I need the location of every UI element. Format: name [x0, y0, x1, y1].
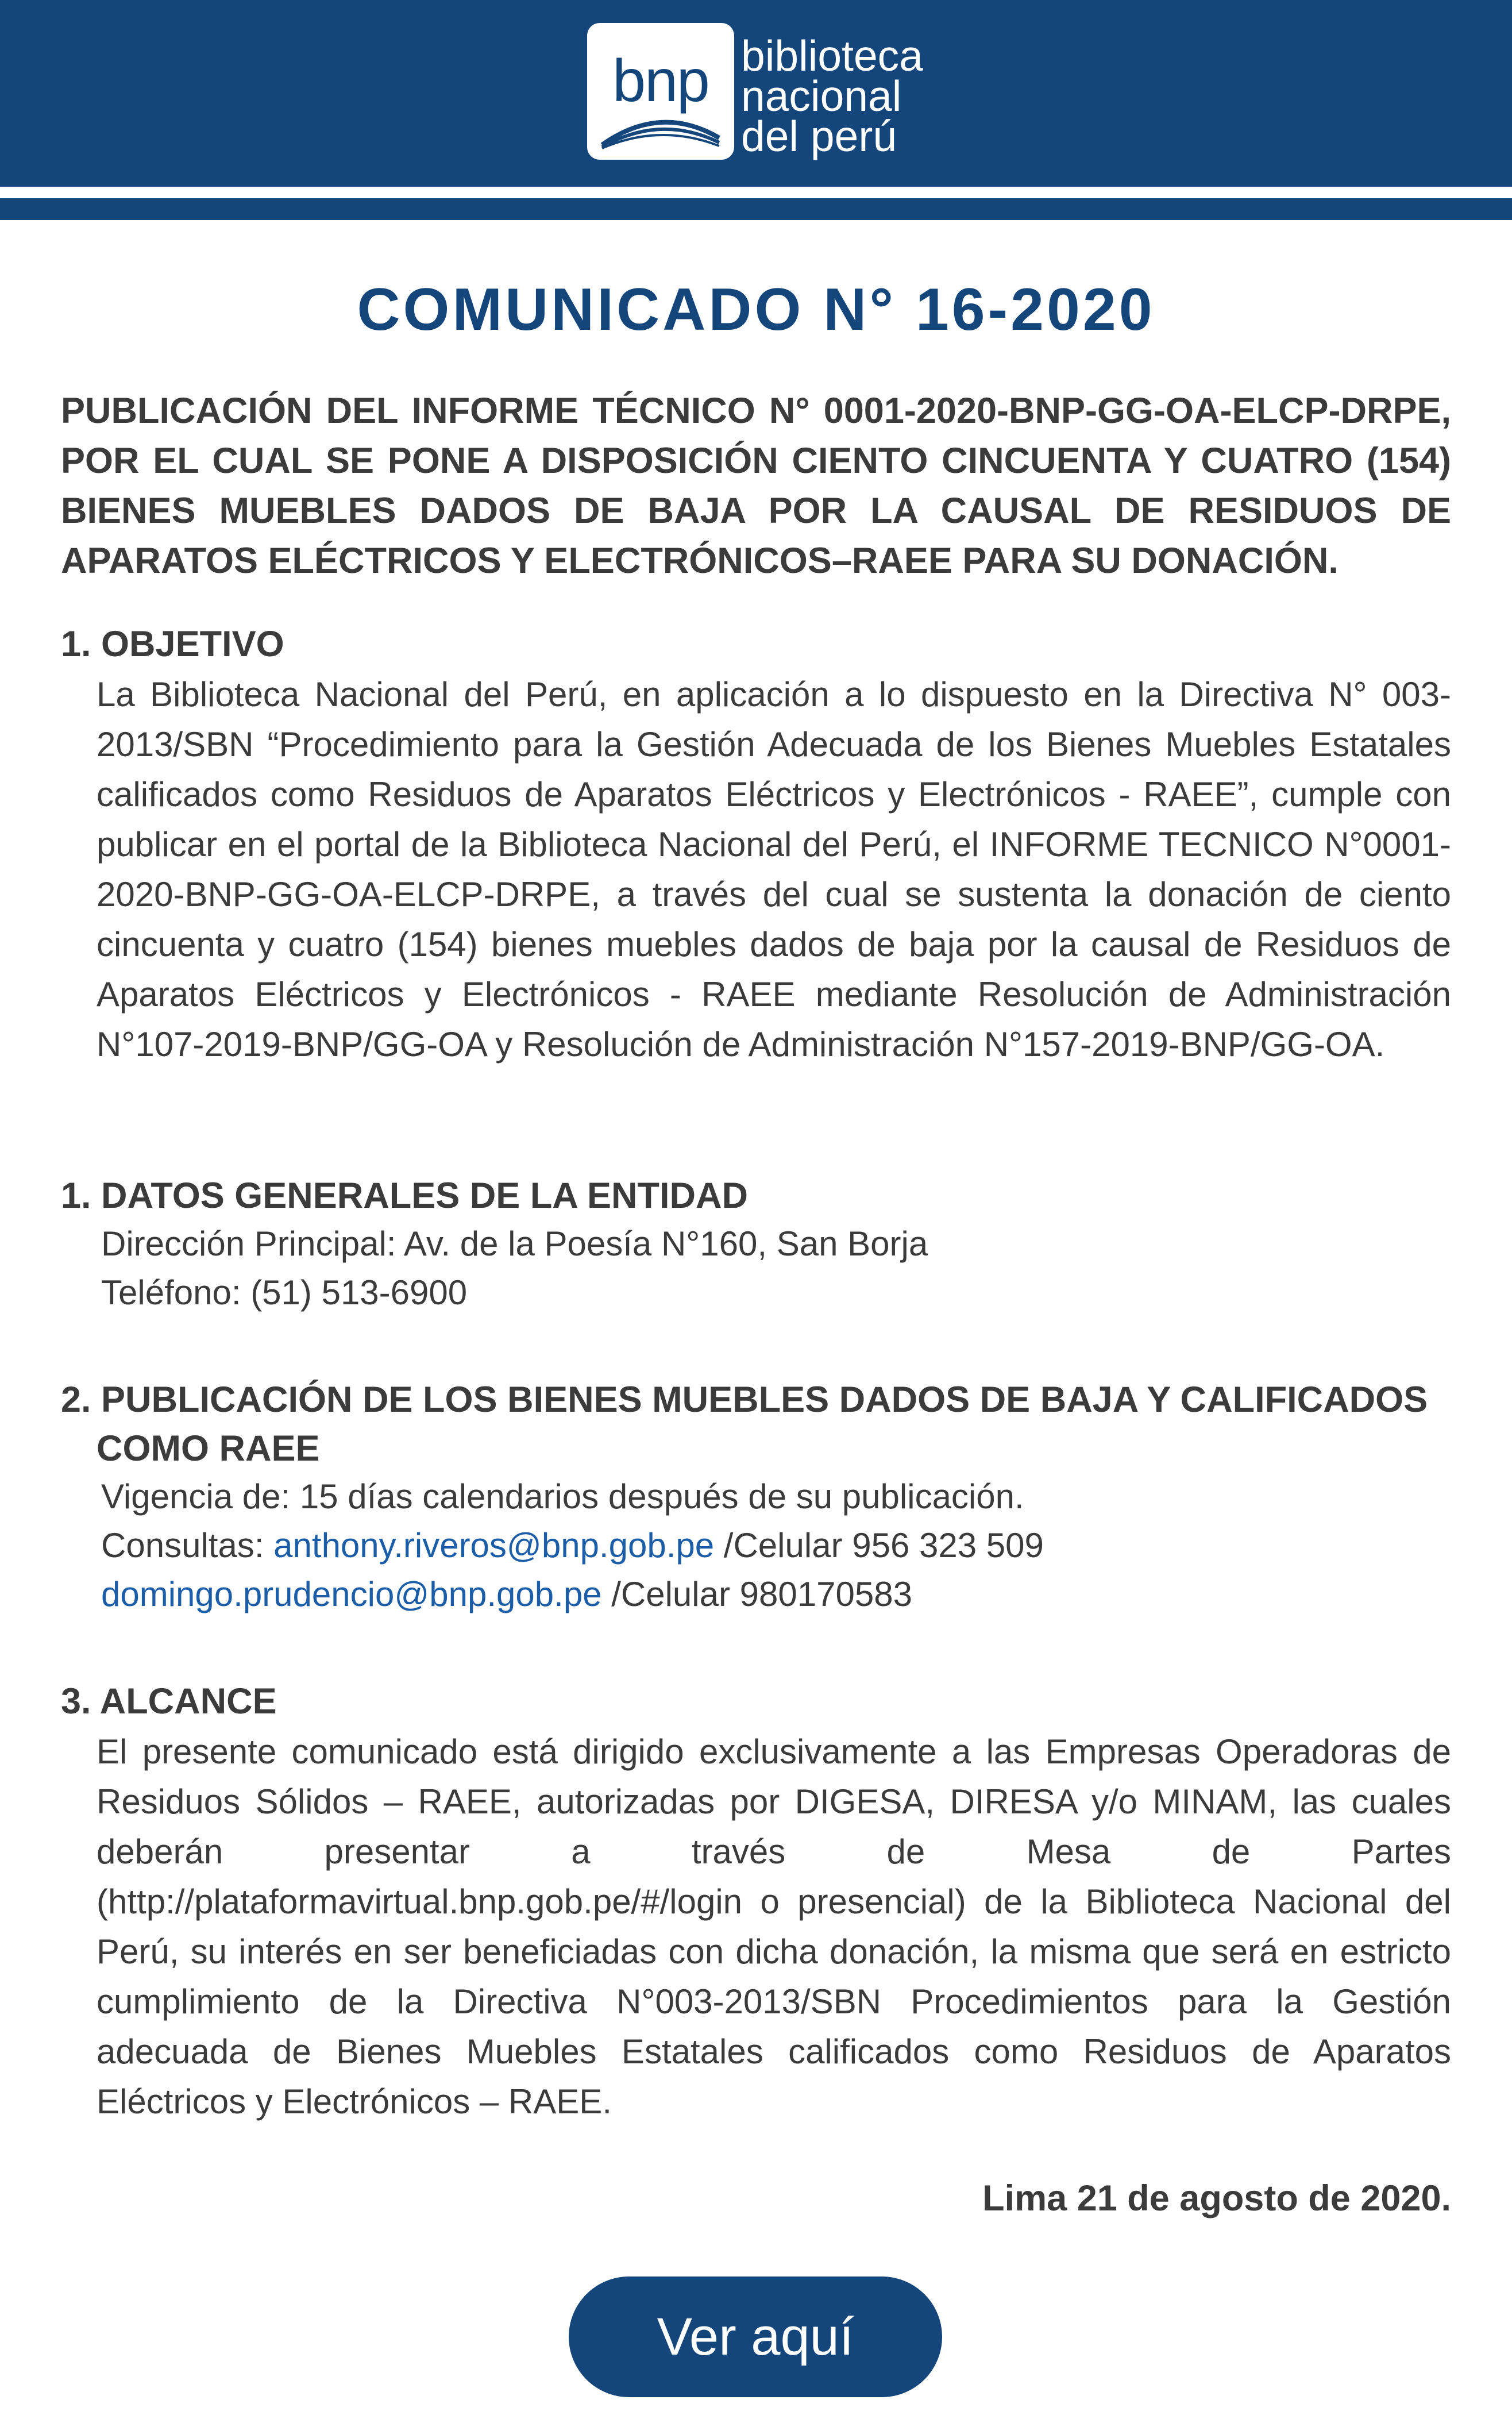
phone-2: /Celular 980170583	[611, 1575, 912, 1613]
heading-objetivo: 1. OBJETIVO	[61, 624, 284, 664]
consultas-line: Consultas: anthony.riveros@bnp.gob.pe /Celular 956 323 509	[101, 1526, 1044, 1565]
logo-waves-icon	[600, 109, 722, 149]
header-bar	[0, 0, 1512, 187]
logo-line-1: biblioteca	[741, 32, 923, 80]
email-link-1[interactable]: anthony.riveros@bnp.gob.pe	[273, 1526, 715, 1565]
bnp-logo[interactable]	[587, 23, 734, 160]
heading-alcance: 3. ALCANCE	[61, 1681, 277, 1721]
phone-label: Teléfono	[101, 1273, 232, 1312]
header-divider	[0, 198, 1512, 220]
address-label: Dirección Principal	[101, 1224, 387, 1263]
phone-value: (51) 513-6900	[250, 1273, 468, 1312]
address-line: Dirección Principal: Av. de la Poesía N°160, San Borja	[101, 1224, 928, 1263]
consultas-line-2	[101, 1574, 912, 1614]
phone-1: /Celular 956 323 509	[723, 1526, 1044, 1565]
email-link-2[interactable]: domingo.prudencio@bnp.gob.pe	[101, 1575, 602, 1613]
consultas-label: Consultas	[101, 1526, 254, 1565]
page-title: COMUNICADO N° 16-2020	[357, 276, 1155, 343]
vigencia-text: Vigencia de: 15 días calendarios después de su publicación.	[101, 1477, 1024, 1516]
alcance-text: El presente comunicado está dirigido exclusivamente a las Empresas Operadoras de Residuos Sólidos – RAEE, autorizadas por DIGESA, DIRESA y/o MINAM, las cuales deberán presentar a través de Mesa de Partes (http://plataformavirtual.bnp.gob.pe/#/login o presencial) de la Biblioteca Nacional del Perú, su interés en ser beneficiadas con dicha donación, la misma que será en estricto cumplimiento de la Directiva N°003-2013/SBN Procedimientos para la Gestión adecuada de Bienes Muebles Estatales calificados como Residuos de Aparatos Eléctricos y Electrónicos – RAEE.	[97, 1732, 1451, 2121]
logo-line-3: del perú	[741, 112, 897, 160]
address-value: Av. de la Poesía N°160, San Borja	[403, 1224, 928, 1263]
heading-publicacion: 2. PUBLICACIÓN DE LOS BIENES MUEBLES DADOS DE BAJA Y CALIFICADOS	[61, 1380, 1428, 1420]
logo-abbr: bnp	[612, 48, 709, 114]
page-subtitle: PUBLICACIÓN DEL INFORME TÉCNICO N° 0001-2020-BNP-GG-OA-ELCP-DRPE, POR EL CUAL SE PONE A DISPOSICIÓN CIENTO CINCUENTA Y CUATRO (154) BIENES MUEBLES DADOS DE BAJA POR LA CAUSAL DE RESIDUOS DE APARATOS ELÉCTRICOS Y ELECTRÓNICOS–RAEE PARA SU DONACIÓN.	[61, 391, 1451, 581]
date-line: Lima 21 de agosto de 2020.	[982, 2178, 1451, 2218]
logo-line-2: nacional	[741, 72, 902, 120]
logo-text	[741, 32, 923, 160]
ver-aqui-button[interactable]: Ver aquí	[569, 2277, 942, 2397]
heading-datos-generales: 1. DATOS GENERALES DE LA ENTIDAD	[61, 1176, 748, 1216]
objetivo-text: La Biblioteca Nacional del Perú, en aplicación a lo dispuesto en la Directiva N° 003-2013/SBN “Procedimiento para la Gestión Adecuada de los Bienes Muebles Estatales calificados como Residuos de Aparatos Eléctricos y Electrónicos - RAEE”, cumple con publicar en el portal de la Biblioteca Nacional del Perú, el INFORME TECNICO N°0001-2020-BNP-GG-OA-ELCP-DRPE, a través del cual se sustenta la donación de ciento cincuenta y cuatro (154) bienes muebles dados de baja por la causal de Residuos de Aparatos Eléctricos y Electrónicos - RAEE mediante Resolución de Administración N°107-2019-BNP/GG-OA y Resolución de Administración N°157-2019-BNP/GG-OA.	[97, 675, 1451, 1064]
phone-line: Teléfono: (51) 513-6900	[101, 1273, 468, 1312]
heading-publicacion-cont: COMO RAEE	[97, 1428, 320, 1469]
